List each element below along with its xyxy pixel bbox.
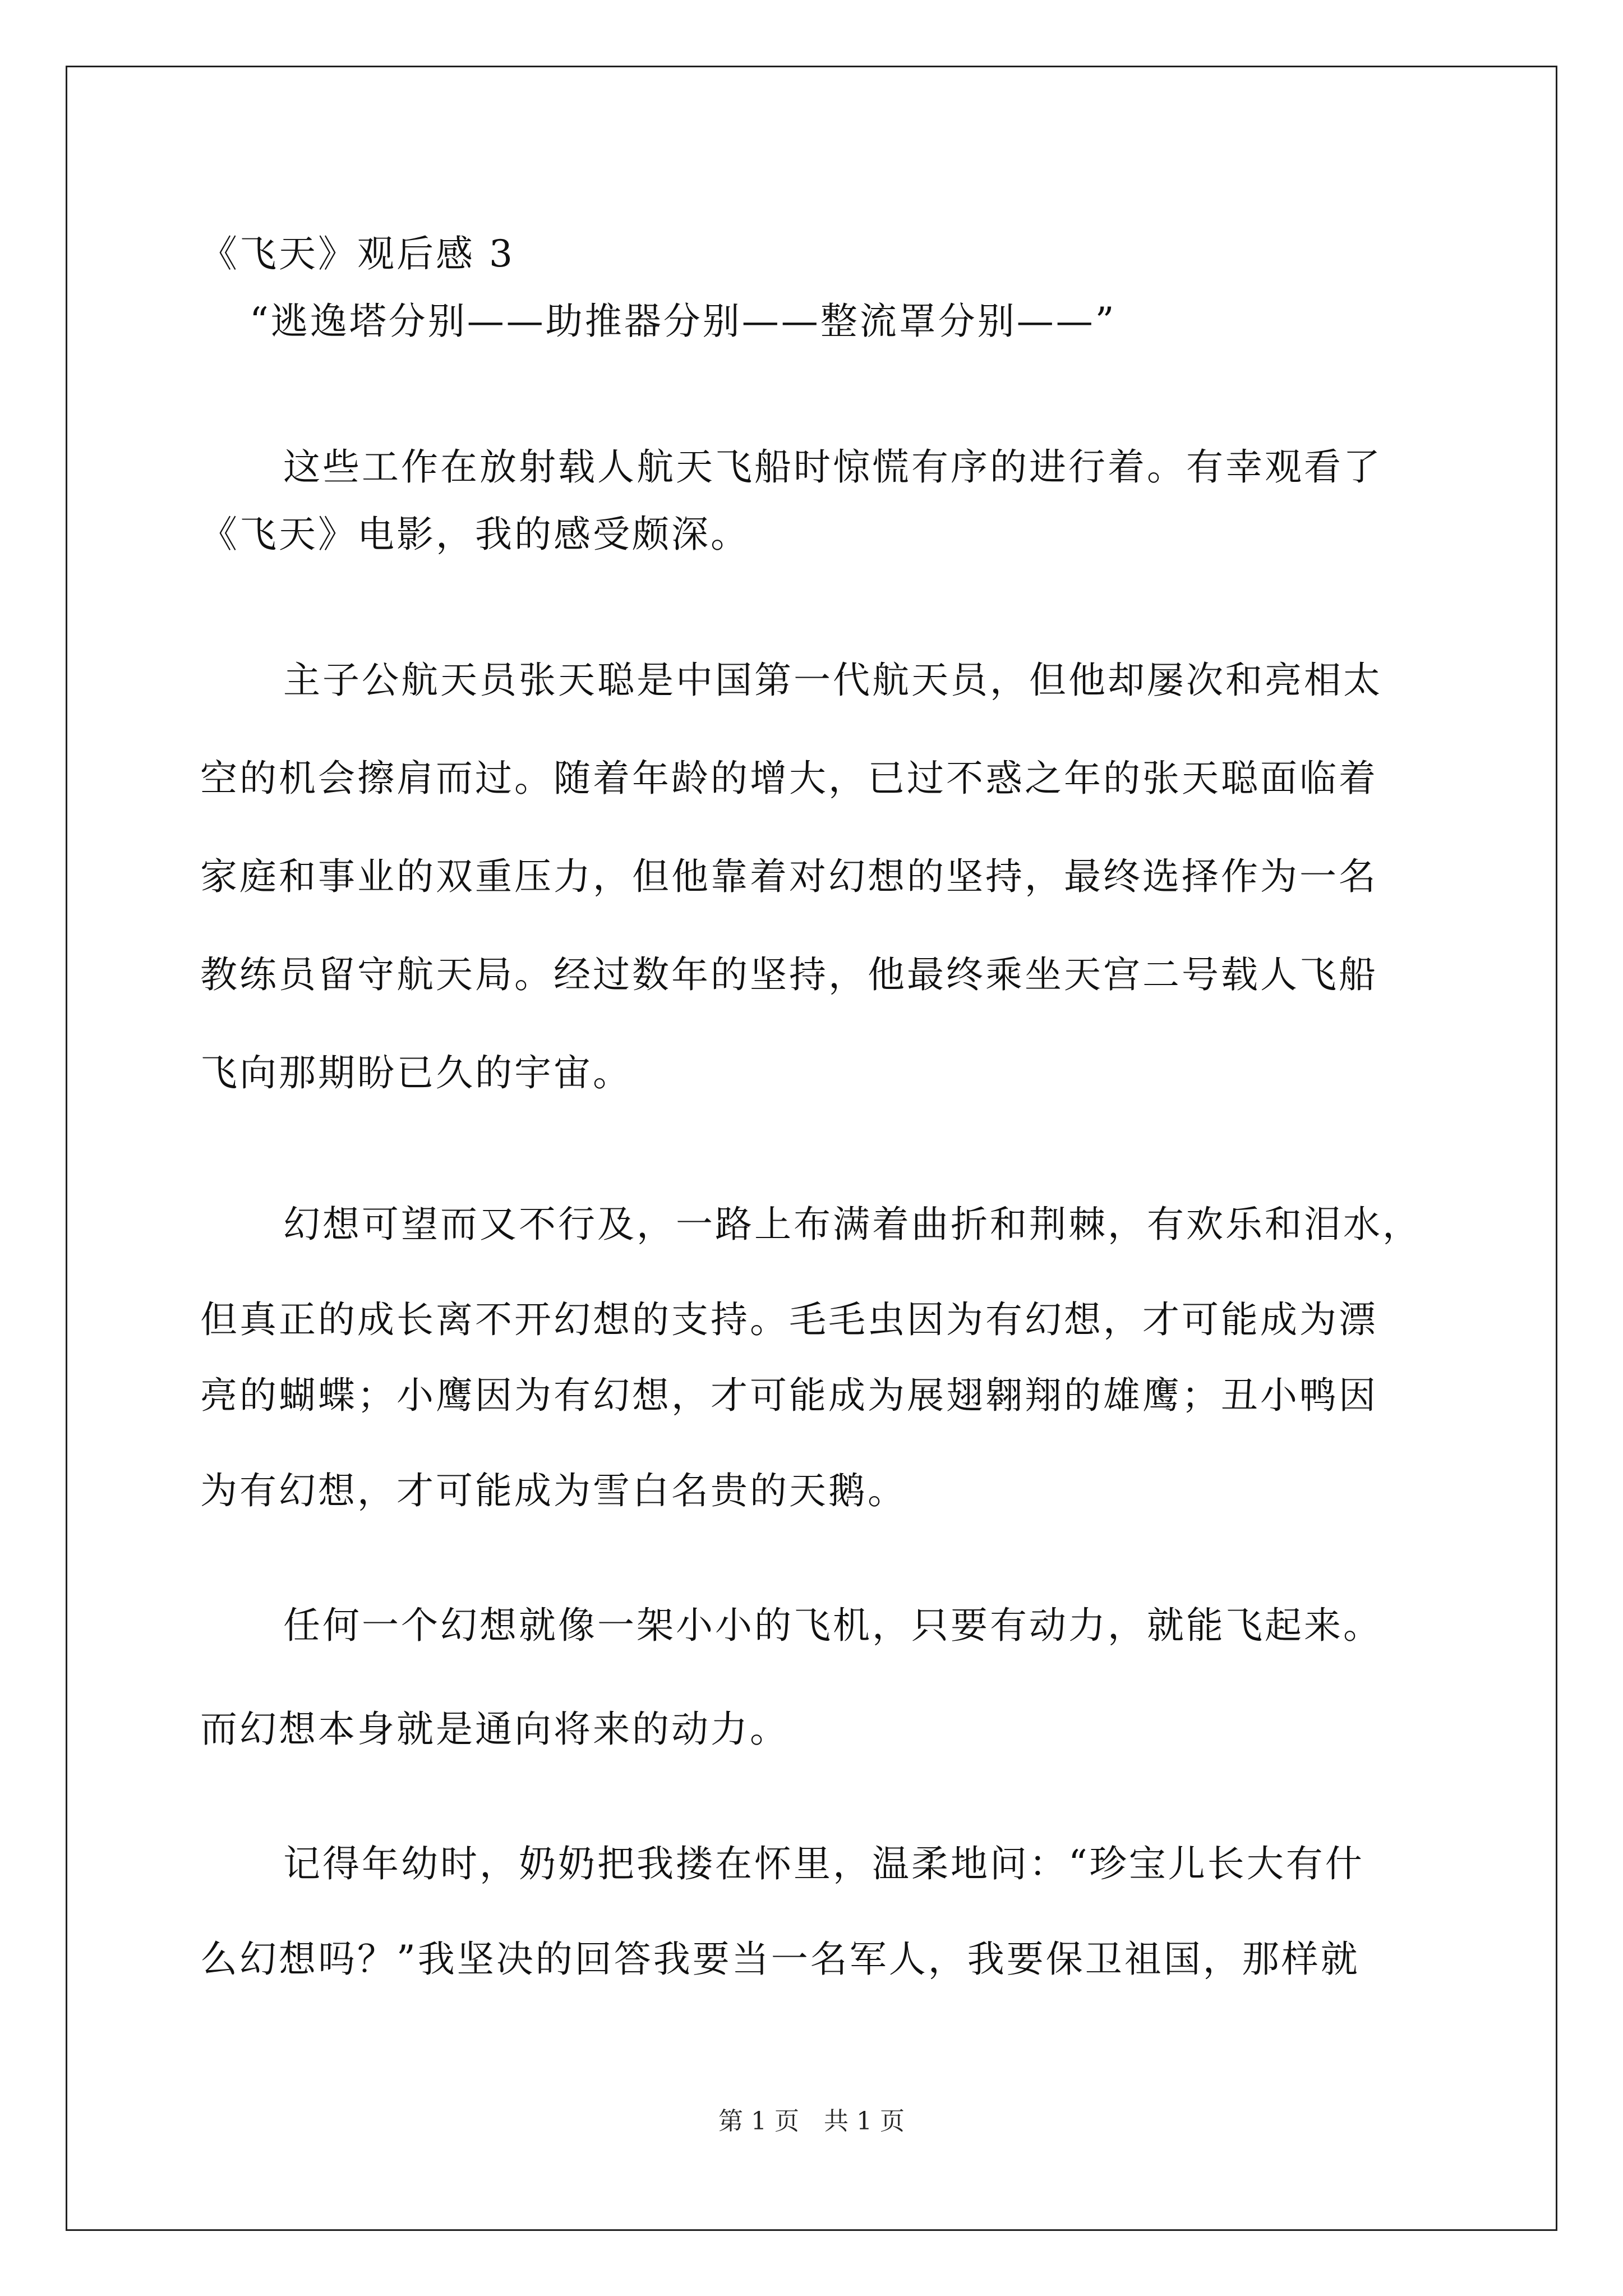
text-line: 任何一个幻想就像一架小小的飞机，只要有动力，就能飞起来。	[283, 1604, 1382, 1647]
text-line: 教练员留守航天局。经过数年的坚持，他最终乘坐天宫二号载人飞船	[200, 953, 1378, 996]
text-line: 这些工作在放射载人航天飞船时惊慌有序的进行着。有幸观看了	[283, 445, 1382, 489]
text-line: 幻想可望而又不行及，一路上布满着曲折和荆棘，有欢乐和泪水，	[283, 1203, 1422, 1246]
text-line: 亮的蝴蝶；小鹰因为有幻想，才可能成为展翅翱翔的雄鹰；丑小鸭因	[200, 1374, 1378, 1417]
text-line: 而幻想本身就是通向将来的动力。	[200, 1708, 789, 1751]
text-line: 为有幻想，才可能成为雪白名贵的天鹅。	[200, 1469, 907, 1512]
text-line: 空的机会擦肩而过。随着年龄的增大，已过不惑之年的张天聪面临着	[200, 757, 1378, 800]
text-line: 但真正的成长离不开幻想的支持。毛毛虫因为有幻想，才可能成为漂	[200, 1298, 1378, 1341]
text-line: 主子公航天员张天聪是中国第一代航天员，但他却屡次和亮相太	[283, 659, 1382, 702]
text-line: 《飞天》电影，我的感受颇深。	[200, 513, 750, 556]
document-title: 《飞天》观后感 3	[200, 232, 515, 275]
text-line: 家庭和事业的双重压力，但他靠着对幻想的坚持，最终选择作为一名	[200, 855, 1378, 898]
text-line: 记得年幼时，奶奶把我搂在怀里，温柔地问：“珍宝儿长大有什	[283, 1842, 1364, 1885]
page-number-footer: 第 1 页 共 1 页	[718, 2107, 905, 2136]
text-line: 飞向那期盼已久的宇宙。	[200, 1051, 632, 1094]
text-line: 么幻想吗？”我坚决的回答我要当一名军人，我要保卫祖国，那样就	[200, 1938, 1360, 1981]
page-border	[66, 66, 1557, 2231]
text-line: “逃逸塔分别——助推器分别——整流罩分别——”	[250, 300, 1117, 343]
